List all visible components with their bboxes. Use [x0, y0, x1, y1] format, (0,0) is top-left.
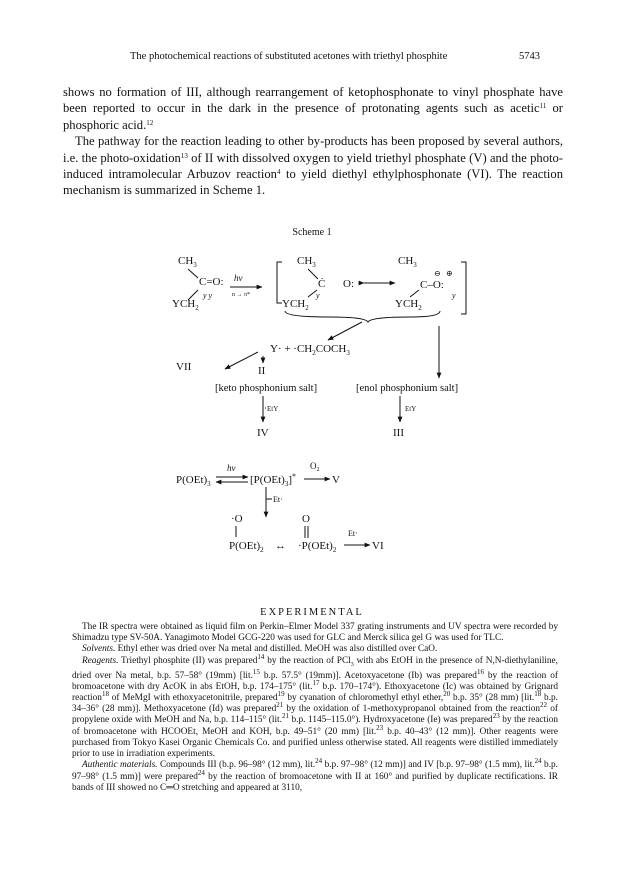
phosphoranyl-2: $\cdot P(OEt)_2$ [298, 540, 337, 554]
svg-text:YCH2: $YCH_2$ [395, 298, 422, 312]
enolate-form: C–O: [420, 279, 444, 291]
label-III: III [393, 427, 404, 439]
svg-text:y: y [316, 291, 320, 300]
svg-text:y y: y y [203, 291, 213, 300]
ych2-left: $YCH_2$ [172, 298, 199, 312]
svg-text:y: y [452, 291, 456, 300]
scheme-title: Scheme 1 [292, 227, 332, 238]
ketyl-carbon: Ċ [318, 278, 326, 290]
svg-text:O2: $O_2$ [310, 461, 320, 473]
svg-text:YCH2: $YCH_2$ [282, 298, 309, 312]
authentic-materials-paragraph: Authentic materials. Compounds III (b.p. 96–98° (12 mm), lit.$^{24}$ b.p. 97–98° (12 mm)] and IV [b.p. 97–98° (1.5 mm), lit.$^{24}$ b.p. 97–98° (1.5 mm)] were prepared$^{24}$ by the reaction of bromoacetone with II at 160° and purified by duplicate rectifications. IR bands of III showed no C═O stretching and appeared at 3110, [72, 757, 558, 793]
svg-text:·O: ·O [231, 513, 243, 525]
svg-text:Et·: Et· [273, 495, 283, 504]
svg-text:CH3: $CH_3$ [297, 255, 316, 269]
label-VII: VII [176, 361, 192, 373]
hv-label: hν [234, 273, 243, 283]
svg-text:n → π*: n → π* [232, 292, 251, 298]
phosphoranyl-1: $P(OEt)_2$ [229, 540, 264, 554]
phosphite: $P(OEt)_3$ [176, 474, 211, 488]
experimental-text [72, 622, 558, 794]
keto-salt: [keto phosphonium salt] [215, 383, 318, 394]
label-VI: VI [372, 540, 384, 552]
svg-text:⊕: ⊕ [446, 269, 453, 278]
svg-text:CH3: $CH_3$ [398, 255, 417, 269]
svg-text:↔: ↔ [275, 540, 286, 552]
label-IV: IV [257, 427, 269, 439]
excited-phosphite: $[P(OEt)_3]^*$ [250, 472, 296, 488]
enol-salt: [enol phosphonium salt] [356, 383, 459, 394]
svg-text:O:: O: [343, 278, 354, 290]
instruments-paragraph: The IR spectra were obtained as liquid film on Perkin–Elmer Model 337 grating instruments and UV spectra were recorded by Shimadzu type SV-50A. Yanagimoto Model GCG-220 was used for GLC and Merck silica gel G was used for TLC. [72, 622, 558, 644]
radical-pair: $Y\cdot + \cdot CH_2COCH_3$ [270, 343, 350, 357]
svg-text:EtY: EtY [267, 405, 279, 413]
section-heading: EXPERIMENTAL [260, 607, 364, 618]
svg-text:O: O [302, 513, 310, 525]
intro-paragraph-1: shows no formation of III, although rearrangement of ketophosphonate to vinyl phosphate have been reported to occur in the dark in the presence of protonating agents such as acetic$^{11}$ or phosphoric acid.$^{12}$ [63, 85, 563, 132]
reagents-paragraph: Reagents. Triethyl phosphite (II) was prepared$^{14}$ by the reaction of PCl$_3$ with abs EtOH in the presence of N,N-diethylaniline, dried over Na metal, b.p. 57–58° (19mm) [lit.$^{15}$ b.p. 57.5° (19mm)]. Acetoxyacetone (Ib) was prepared$^{16}$ by the reaction of bromoacetone with dry AcOK in abs EtOH, b.p. 174–175° (lit.$^{17}$ b.p. 170–174°). Ethoxyacetone (Ic) was obtained by Grignard reaction$^{18}$ of MeMgI with ethoxyacetonitrile, prepared$^{19}$ by cyanation of chloromethyl ethyl ether,$^{20}$ b.p. 35° (28 mm) [lit.$^{18}$ b.p. 34–36° (28 mm)]. Methoxyacetone (Id) was prepared$^{21}$ by the oxidation of 1-methoxypropanol obtained from the reaction$^{22}$ of propylene oxide with MeOH and Na, b.p. 114–115° (lit.$^{21}$ b.p. 1145–115.0°). Hydroxyacetone (Ie) was prepared$^{23}$ by the reaction of bromoacetone with HCOOEt, MeOH and KOH, b.p. 49–51° (20 mm) [lit.$^{23}$ b.p. 40–43° (12 mm)]. Other reagents were purchased from Tokyo Kasei Organic Chemicals Co. and purified unless otherwise stated. All reagents were distilled immediately prior to use in irradiation experiments. [72, 652, 559, 760]
label-V: V [332, 474, 340, 486]
running-title: The photochemical reactions of substituted acetones with triethyl phosphite [130, 51, 448, 62]
intro-paragraph-2: The pathway for the reaction leading to other by-products has been proposed by several authors, i.e. the photo-oxidation$^{13}$ of II with dissolved oxygen to yield triethyl phosphate (V) and the photo-induced intramolecular Arbuzov reaction$^4$ to yield diethyl ethylphosphonate (VI). The reaction mechanism is summarized in Scheme 1. [63, 134, 563, 198]
carbonyl: C=O: [199, 276, 224, 288]
page-number: 5743 [519, 51, 540, 62]
ch3-left: $CH_3$ [178, 255, 197, 269]
svg-text:EtY: EtY [405, 405, 417, 413]
svg-text:Et·: Et· [348, 529, 358, 538]
svg-text:hν: hν [227, 463, 236, 473]
label-II: II [258, 365, 266, 377]
svg-text:⊖: ⊖ [434, 269, 441, 278]
solvents-paragraph: Solvents. Ethyl ether was dried over Na metal and distilled. MeOH was also distilled over CaO. [82, 644, 438, 655]
